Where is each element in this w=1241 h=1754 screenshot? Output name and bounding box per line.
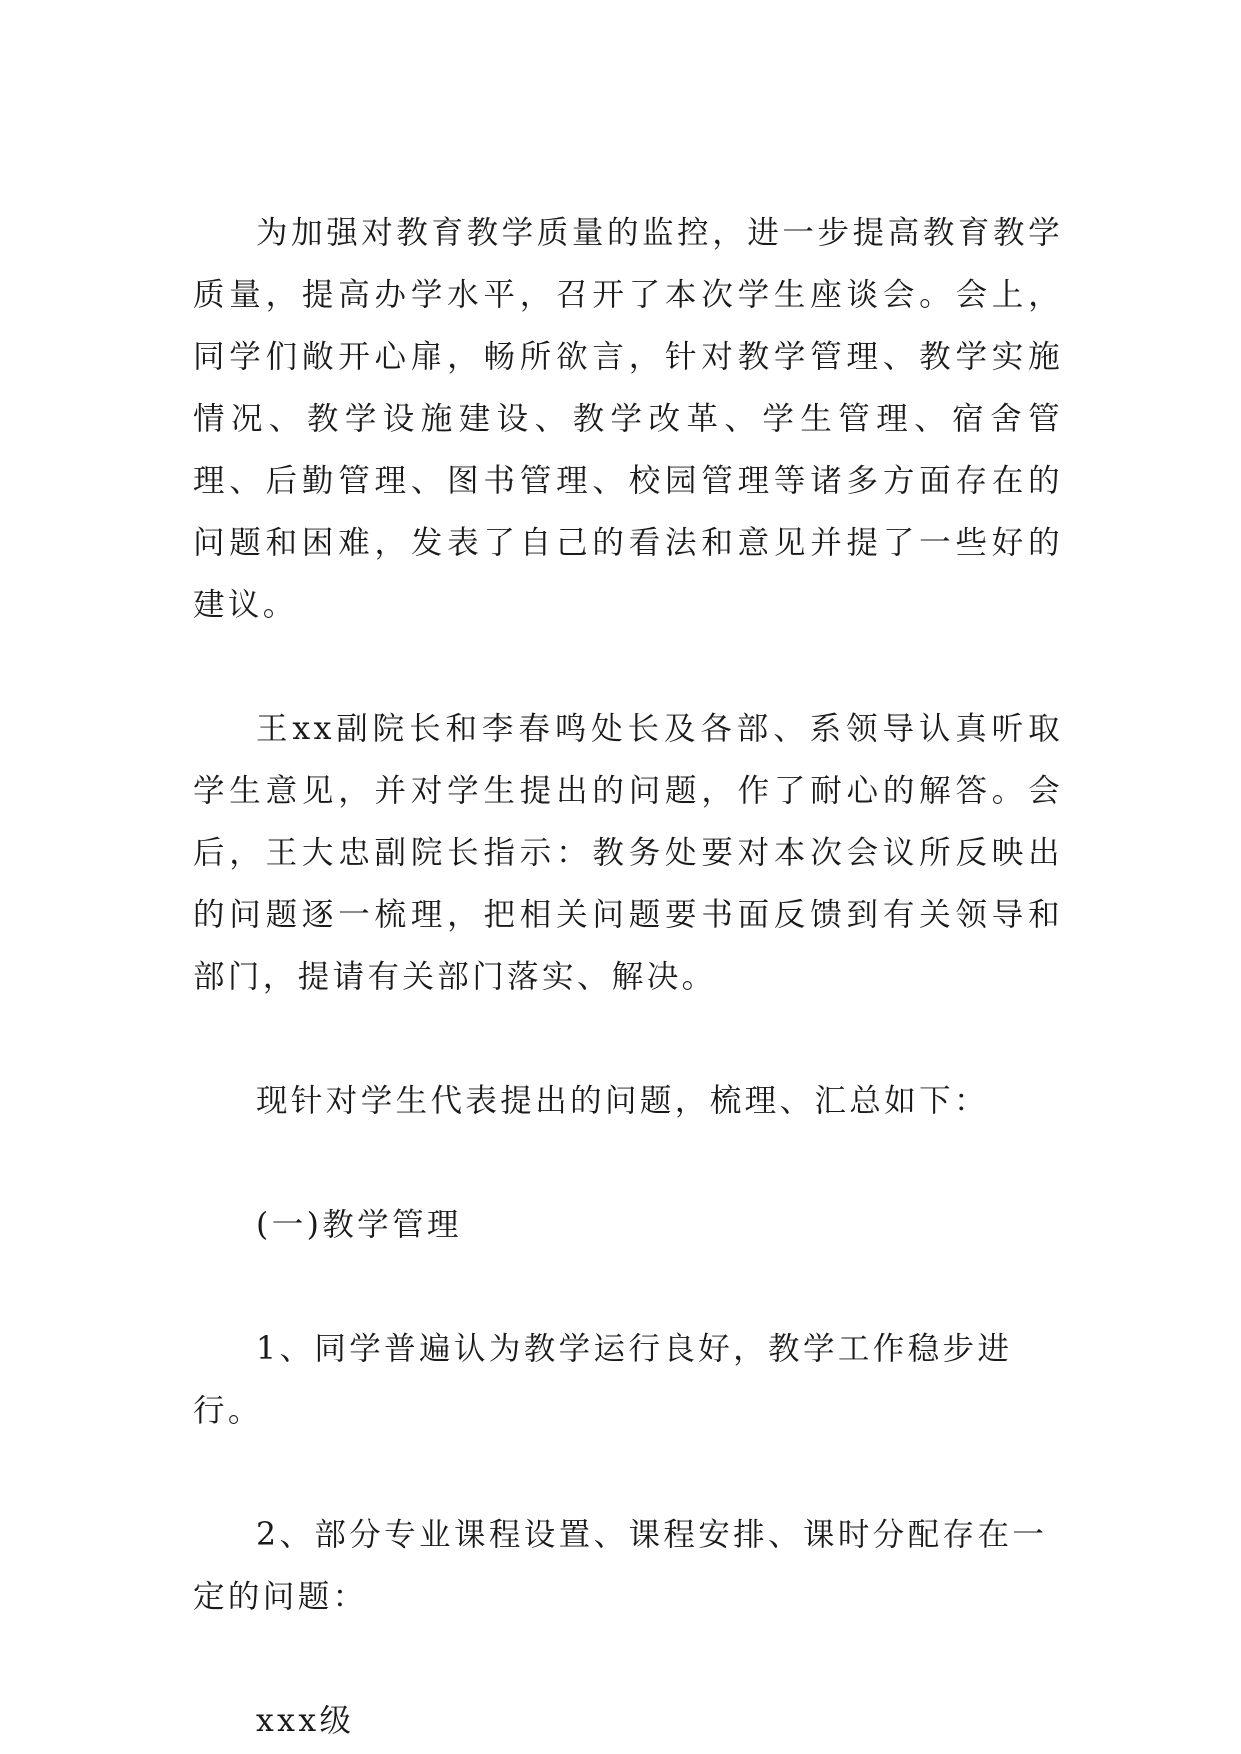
list-item-2: 2、部分专业课程设置、课程安排、课时分配存在一定的问题： bbox=[193, 1517, 1048, 1615]
paragraph-intro: 为加强对教育教学质量的监控，进一步提高教育教学质量，提高办学水平，召开了本次学生座谈会。会上，同学们敞开心扉，畅所欲言，针对教学管理、教学实施情况、教学设施建设、教学改革、学生管理、宿舍管理、后勤管理、图书管理、校园管理等诸多方面存在的问题和困难，发表了自己的看法和意见并提了一些好的建议。 bbox=[193, 215, 1063, 623]
list-item-1: 1、同学普遍认为教学运行良好，教学工作稳步进行。 bbox=[193, 1331, 1013, 1429]
section-heading-teaching-management: (一)教学管理 bbox=[256, 1207, 462, 1243]
document-body bbox=[193, 202, 1063, 1752]
paragraph-leadership-response: 王xx副院长和李春鸣处长及各部、系领导认真听取学生意见，并对学生提出的问题，作了耐心的解答。会后，王大忠副院长指示：教务处要对本次会议所反映出的问题逐一梳理，把相关问题要书面反馈到有关领导和部门，提请有关部门落实、解决。 bbox=[193, 711, 1063, 995]
paragraph-summary-lead: 现针对学生代表提出的问题，梳理、汇总如下： bbox=[256, 1083, 989, 1119]
grade-label: xxx级 bbox=[256, 1703, 355, 1739]
